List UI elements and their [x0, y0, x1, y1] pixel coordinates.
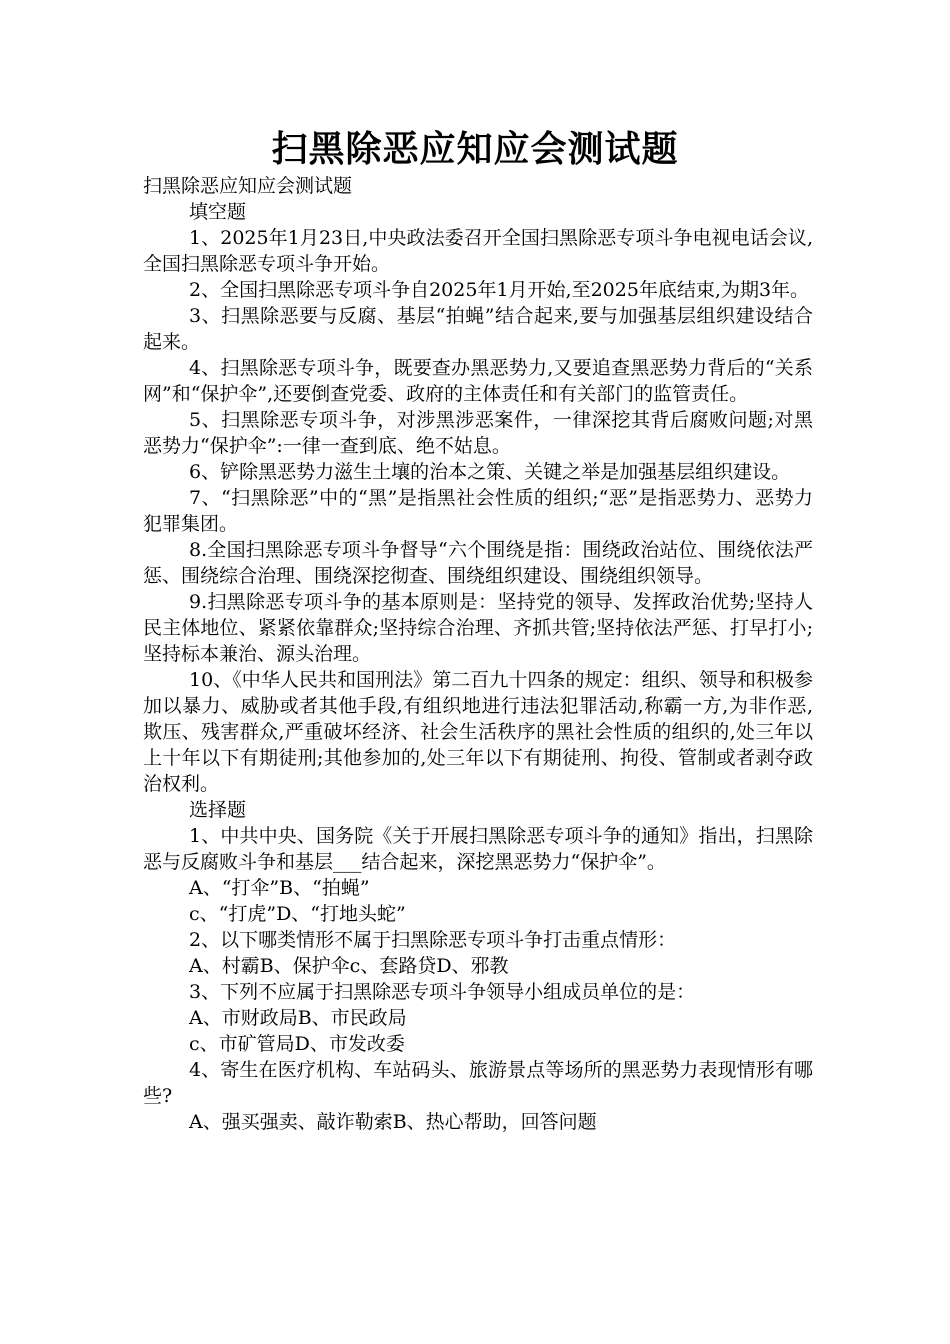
paragraph: 1、2025年1月23日,中央政法委召开全国扫黑除恶专项斗争电视电话会议,全国扫黑除恶专项斗争开始。 — [143, 227, 813, 275]
section-heading-fill-in: 填空题 — [189, 201, 247, 223]
paragraph: 7、“扫黑除恶”中的“黑”是指黑社会性质的组织;“恶”是指恶势力、恶势力犯罪集团。 — [143, 487, 813, 535]
answer-options: A、市财政局B、市民政局 — [189, 1007, 407, 1029]
paragraph: 8.全国扫黑除恶专项斗争督导“六个围绕是指：围绕政治站位、围绕依法严惩、围绕综合治理、围绕深挖彻查、围绕组织建设、围绕组织领导。 — [143, 539, 813, 587]
question: 2、以下哪类情形不属于扫黑除恶专项斗争打击重点情形： — [189, 929, 677, 951]
paragraph: 6、铲除黑恶势力滋生土壤的治本之策、关键之举是加强基层组织建设。 — [189, 461, 791, 483]
answer-options: A、“打伞”B、“拍蝇” — [189, 877, 370, 899]
paragraph: 2、全国扫黑除恶专项斗争自2025年1月开始,至2025年底结束,为期3年。 — [189, 279, 810, 301]
section-heading-multiple-choice: 选择题 — [189, 799, 247, 821]
question: 1、中共中央、国务院《关于开展扫黑除恶专项斗争的通知》指出，扫黑除恶与反腐败斗争和基层___结合起来，深挖黑恶势力“保护伞”。 — [143, 825, 813, 873]
answer-options: c、“打虎”D、“打地头蛇” — [189, 903, 406, 925]
document-subtitle: 扫黑除恶应知应会测试题 — [143, 175, 353, 197]
paragraph: 5、扫黑除恶专项斗争，对涉黑涉恶案件，一律深挖其背后腐败问题;对黑恶势力“保护伞”:一律一查到底、绝不姑息。 — [143, 409, 813, 457]
answer-options: A、强买强卖、敲诈勒索B、热心帮助，回答问题 — [189, 1111, 597, 1133]
paragraph: 3、扫黑除恶要与反腐、基层“拍蝇”结合起来,要与加强基层组织建设结合起来。 — [143, 305, 813, 353]
paragraph: 9.扫黑除恶专项斗争的基本原则是：坚持党的领导、发挥政治优势;坚持人民主体地位、紧紧依靠群众;坚持综合治理、齐抓共管;坚持依法严惩、打早打小;坚持标本兼治、源头治理。 — [143, 591, 813, 665]
question: 4、寄生在医疗机构、车站码头、旅游景点等场所的黑恶势力表现情形有哪些? — [143, 1059, 813, 1107]
answer-options: c、市矿管局D、市发改委 — [189, 1033, 405, 1055]
document-title: 扫黑除恶应知应会测试题 — [271, 129, 679, 170]
answer-options: A、村霸B、保护伞c、套路贷D、邪教 — [189, 955, 509, 977]
document-body — [143, 173, 813, 1135]
paragraph: 4、扫黑除恶专项斗争，既要查办黑恶势力,又要追查黑恶势力背后的“关系网”和“保护伞”,还要倒查党委、政府的主体责任和有关部门的监管责任。 — [143, 357, 813, 405]
paragraph: 10、《中华人民共和国刑法》第二百九十四条的规定：组织、领导和积极参加以暴力、威胁或者其他手段,有组织地进行违法犯罪活动,称霸一方,为非作恶,欺压、残害群众,严重破坏经济、社会生活秩序的黑社会性质的组织的,处三年以上十年以下有期徒刑;其他参加的,处三年以下有期徒刑、拘役、管制或者剥夺政治权利。 — [143, 669, 813, 795]
question: 3、下列不应属于扫黑除恶专项斗争领导小组成员单位的是： — [189, 981, 696, 1003]
